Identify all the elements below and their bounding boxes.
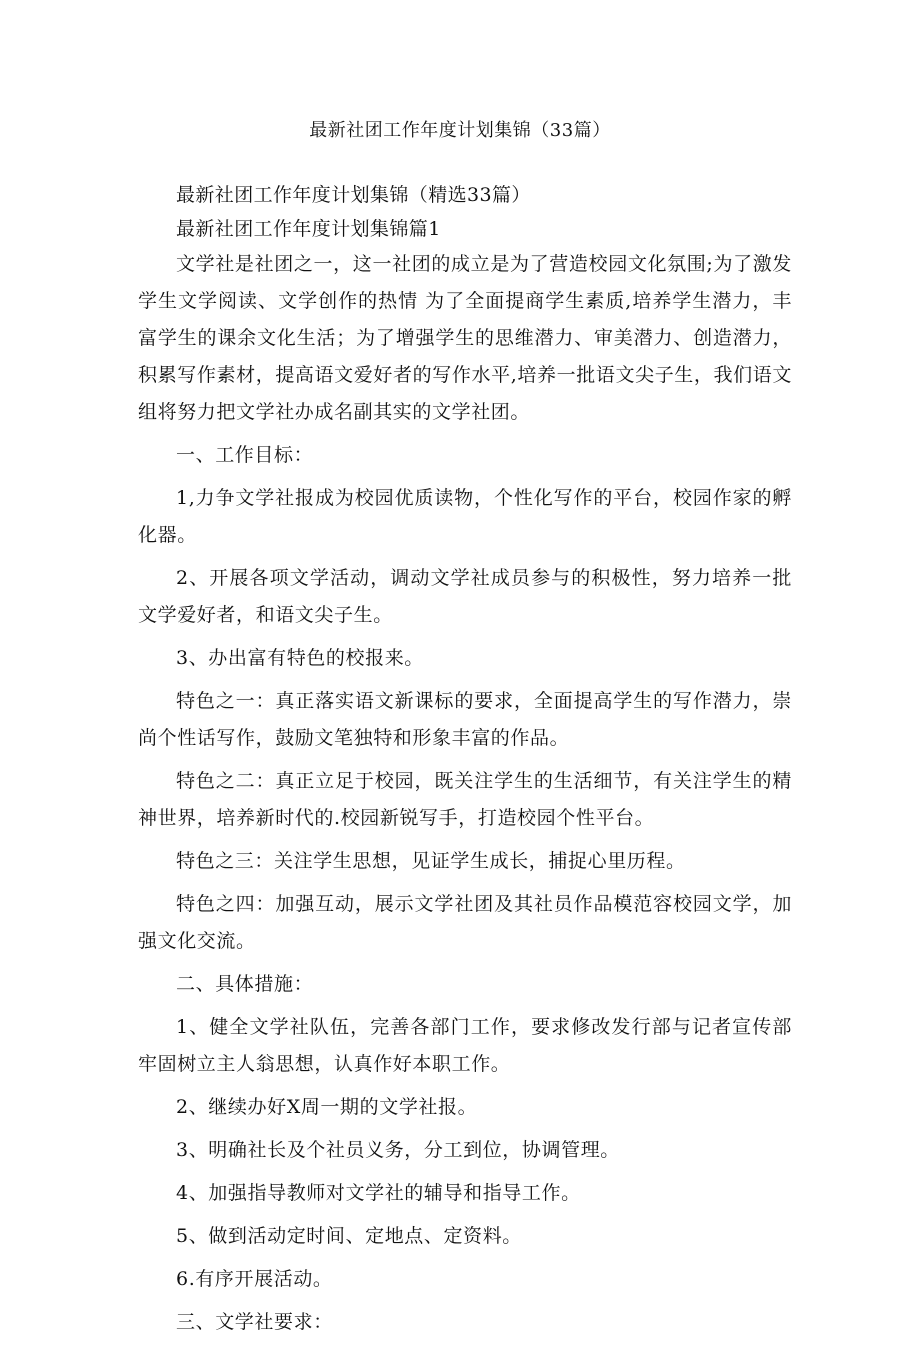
feature-4: 特色之四：加强互动，展示文学社团及其社员作品模范容校园文学，加强文化交流。 <box>138 893 792 952</box>
paragraph-intro: 文学社是社团之一，这一社团的成立是为了营造校园文化氛围;为了激发学生文学阅读、文学创作的热情 为了全面提商学生素质,培养学生潜力，丰富学生的课余文化生活；为了增强学生的思维潜力、审美潜力、创造潜力，积累写作素材，提高语文爱好者的写作水平,培养一批语文尖子生，我们语文组将努力把文学社办成名副其实的文学社团。 <box>138 253 792 423</box>
measure-item-3: 3、明确社长及个社员义务，分工到位，协调管理。 <box>176 1139 620 1161</box>
measure-item-6: 6.有序开展活动。 <box>176 1268 333 1290</box>
document-body <box>138 178 792 1347</box>
measure-item-2: 2、继续办好X周一期的文学社报。 <box>176 1096 478 1118</box>
goal-item-3: 3、办出富有特色的校报来。 <box>176 647 424 669</box>
feature-1: 特色之一：真正落实语文新课标的要求，全面提高学生的写作潜力，崇尚个性话写作，鼓励文笔独特和形象丰富的作品。 <box>138 690 792 749</box>
feature-3: 特色之三：关注学生思想，见证学生成长，捕捉心里历程。 <box>176 850 686 872</box>
goal-item-1: 1,力争文学社报成为校园优质读物，个性化写作的平台，校园作家的孵化器。 <box>138 487 792 546</box>
heading-goals: 一、工作目标： <box>176 444 314 466</box>
document-title: 最新社团工作年度计划集锦（33篇） <box>309 120 611 141</box>
measure-item-5: 5、做到活动定时间、定地点、定资料。 <box>176 1225 522 1247</box>
measure-item-4: 4、加强指导教师对文学社的辅导和指导工作。 <box>176 1182 581 1204</box>
goal-item-2: 2、开展各项文学活动，调动文学社成员参与的积极性，努力培养一批文学爱好者，和语文尖子生。 <box>138 567 792 626</box>
document-subtitle: 最新社团工作年度计划集锦（精选33篇） <box>176 184 531 206</box>
heading-requirements: 三、文学社要求： <box>176 1311 333 1333</box>
section-heading: 最新社团工作年度计划集锦篇1 <box>176 218 441 240</box>
feature-2: 特色之二：真正立足于校园，既关注学生的生活细节，有关注学生的精神世界，培养新时代的.校园新锐写手，打造校园个性平台。 <box>138 770 792 829</box>
heading-measures: 二、具体措施： <box>176 973 314 995</box>
measure-item-1: 1、健全文学社队伍，完善各部门工作，要求修改发行部与记者宣传部牢固树立主人翁思想，认真作好本职工作。 <box>138 1016 792 1075</box>
